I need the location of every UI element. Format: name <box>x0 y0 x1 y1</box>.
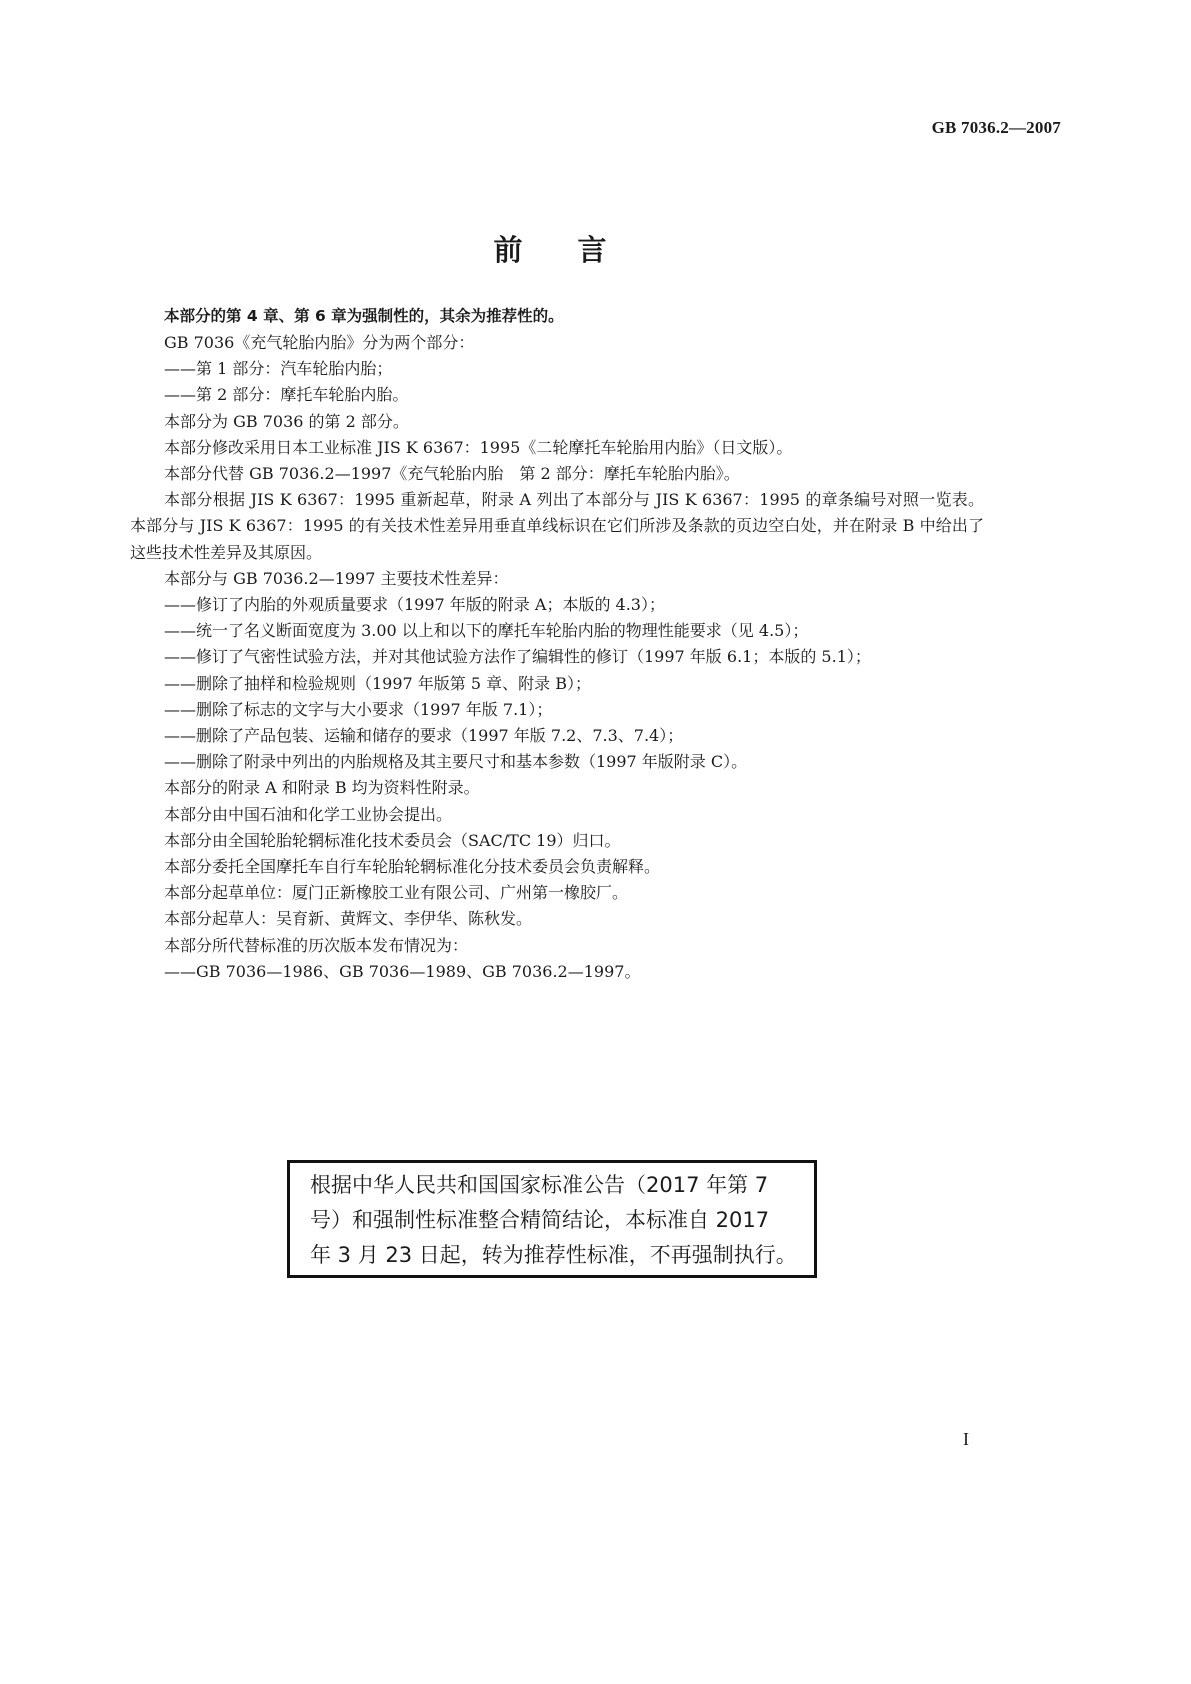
standard-code: GB 7036.2—2007 <box>931 118 1061 137</box>
list-item: ——删除了抽样和检验规则（1997 年版第 5 章、附录 B）； <box>164 673 592 693</box>
paragraph: 本部分由中国石油和化学工业协会提出。 <box>164 804 453 824</box>
notice-line: 年 3 月 23 日起，转为推荐性标准，不再强制执行。 <box>310 1243 797 1267</box>
foreword-body <box>130 303 984 985</box>
list-item: ——第 1 部分：汽车轮胎内胎； <box>164 359 393 379</box>
notice-line: 号）和强制性标准整合精简结论，本标准自 2017 <box>310 1208 770 1232</box>
paragraph: 本部分起草人：吴育新、黄辉文、李伊华、陈秋发。 <box>164 909 533 929</box>
paragraph: 本部分由全国轮胎轮辋标准化技术委员会（SAC/TC 19）归口。 <box>164 830 621 850</box>
paragraph: 本部分为 GB 7036 的第 2 部分。 <box>164 411 409 431</box>
paragraph: 本部分代替 GB 7036.2—1997《充气轮胎内胎 第 2 部分：摩托车轮胎内胎》。 <box>164 464 740 484</box>
paragraph: 本部分根据 JIS K 6367：1995 重新起草，附录 A 列出了本部分与 JIS K 6367：1995 的章条编号对照一览表。本部分与 JIS K 6367：1995 的有关技术性差异用垂直单线标识在它们所涉及条款的页边空白处，并在附录 B 中给出了这些技术性差异及其原因。 <box>130 490 984 562</box>
paragraph: 本部分的附录 A 和附录 B 均为资料性附录。 <box>164 778 480 798</box>
paragraph-mandatory-note: 本部分的第 4 章、第 6 章为强制性的，其余为推荐性的。 <box>164 307 564 325</box>
paragraph: 本部分修改采用日本工业标准 JIS K 6367：1995《二轮摩托车轮胎用内胎》（日文版）。 <box>164 437 793 457</box>
page-title: 前言 <box>493 233 662 267</box>
list-item: ——删除了附录中列出的内胎规格及其主要尺寸和基本参数（1997 年版附录 C）。 <box>164 752 748 772</box>
list-item: ——GB 7036—1986、GB 7036—1989、GB 7036.2—1997。 <box>164 961 641 981</box>
notice-line: 根据中华人民共和国国家标准公告（2017 年第 7 <box>310 1173 769 1197</box>
paragraph: 本部分起草单位：厦门正新橡胶工业有限公司、广州第一橡胶厂。 <box>164 883 629 903</box>
paragraph: 本部分委托全国摩托车自行车轮胎轮辋标准化分技术委员会负责解释。 <box>164 857 661 877</box>
paragraph: 本部分与 GB 7036.2—1997 主要技术性差异： <box>164 568 509 588</box>
paragraph: GB 7036《充气轮胎内胎》分为两个部分： <box>164 333 475 352</box>
status-notice-box <box>287 1160 817 1278</box>
paragraph: 本部分所代替标准的历次版本发布情况为： <box>164 935 469 955</box>
list-item: ——第 2 部分：摩托车轮胎内胎。 <box>164 385 409 405</box>
list-item: ——删除了产品包装、运输和储存的要求（1997 年版 7.2、7.3、7.4）； <box>164 726 684 746</box>
list-item: ——统一了名义断面宽度为 3.00 以上和以下的摩托车轮胎内胎的物理性能要求（见 4.5）； <box>164 621 809 641</box>
page-number: I <box>963 1429 969 1449</box>
list-item: ——修订了气密性试验方法，并对其他试验方法作了编辑性的修订（1997 年版 6.1；本版的 5.1）； <box>164 647 871 667</box>
list-item: ——删除了标志的文字与大小要求（1997 年版 7.1）； <box>164 699 553 719</box>
list-item: ——修订了内胎的外观质量要求（1997 年版的附录 A；本版的 4.3）； <box>164 595 665 615</box>
